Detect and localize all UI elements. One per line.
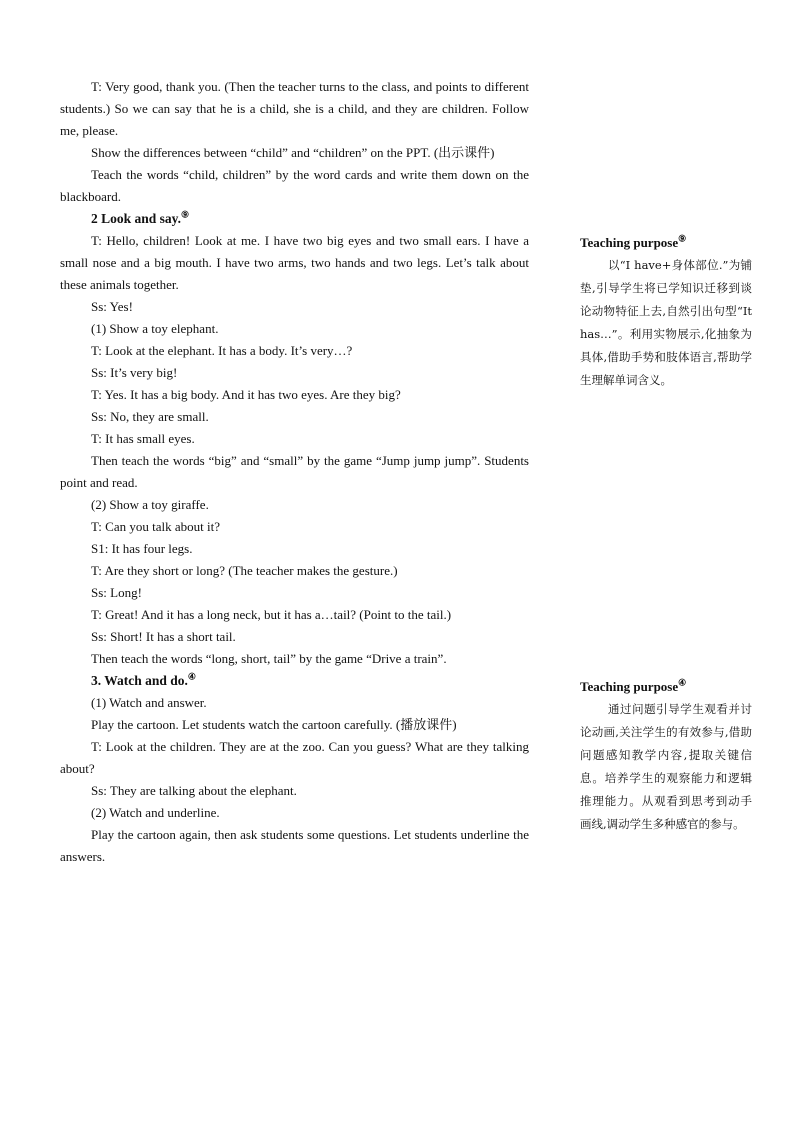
paragraph: Ss: It’s very big! bbox=[91, 365, 178, 380]
paragraph: T: Very good, thank you. (Then the teacher turns to the class, and points to different students.) So we can say that he is a child, she is a child, and they are children. Follow me, please. bbox=[60, 79, 529, 138]
teaching-purpose-note-4 bbox=[580, 676, 752, 836]
paragraph: T: Look at the children. They are at the zoo. Can you guess? What are they talking about? bbox=[60, 739, 529, 776]
paragraph: Ss: Yes! bbox=[91, 299, 133, 314]
paragraph: T: Are they short or long? (The teacher makes the gesture.) bbox=[91, 563, 398, 578]
paragraph: Show the differences between “child” and “children” on the PPT. (出示课件) bbox=[91, 145, 495, 160]
paragraph: Teach the words “child, children” by the word cards and write them down on the blackboard. bbox=[60, 167, 529, 204]
paragraph: Ss: Short! It has a short tail. bbox=[91, 629, 236, 644]
paragraph: (2) Show a toy giraffe. bbox=[91, 497, 209, 512]
paragraph: T: It has small eyes. bbox=[91, 431, 195, 446]
paragraph: Play the cartoon. Let students watch the cartoon carefully. (播放课件) bbox=[91, 717, 457, 732]
paragraph: Then teach the words “long, short, tail” by the game “Drive a train”. bbox=[91, 651, 447, 666]
paragraph: T: Yes. It has a big body. And it has two eyes. Are they big? bbox=[91, 387, 401, 402]
note-body: 通过问题引导学生观看并讨论动画,关注学生的有效参与,借助问题感知教学内容,提取关键信息。培养学生的观察能力和逻辑推理能力。从观看到思考到动手画线,调动学生多种感官的参与。 bbox=[580, 702, 752, 831]
heading-text: 2 Look and say. bbox=[91, 211, 182, 226]
paragraph: (1) Watch and answer. bbox=[91, 695, 207, 710]
paragraph: Play the cartoon again, then ask students some questions. Let students underline the answers. bbox=[60, 827, 529, 864]
paragraph: T: Can you talk about it? bbox=[91, 519, 220, 534]
teaching-purpose-note-9 bbox=[580, 232, 752, 392]
footnote-mark: ⑨ bbox=[181, 209, 190, 220]
footnote-mark: ④ bbox=[187, 671, 196, 682]
paragraph: S1: It has four legs. bbox=[91, 541, 193, 556]
note-title-text: Teaching purpose bbox=[580, 235, 679, 250]
footnote-mark: ⑨ bbox=[678, 233, 687, 244]
footnote-mark: ④ bbox=[678, 677, 687, 688]
paragraph: T: Great! And it has a long neck, but it has a…tail? (Point to the tail.) bbox=[91, 607, 452, 622]
heading-text: 3. Watch and do. bbox=[91, 673, 188, 688]
note-body: 以“I have+身体部位.”为铺垫,引导学生将已学知识迁移到谈论动物特征上去,自然引出句型“It has…”。利用实物展示,化抽象为具体,借助手势和肢体语言,帮助学生理解单词含义。 bbox=[580, 258, 752, 387]
paragraph: T: Hello, children! Look at me. I have two big eyes and two small ears. I have a small nose and a big mouth. I have two arms, two hands and two legs. Let’s talk about these animals together. bbox=[60, 233, 529, 292]
paragraph: (2) Watch and underline. bbox=[91, 805, 220, 820]
paragraph: Ss: Long! bbox=[91, 585, 142, 600]
note-title bbox=[580, 232, 752, 254]
section-heading-look-and-say bbox=[60, 208, 529, 230]
paragraph: T: Look at the elephant. It has a body. It’s very…? bbox=[91, 343, 353, 358]
paragraph: Ss: They are talking about the elephant. bbox=[91, 783, 297, 798]
section-heading-watch-and-do bbox=[60, 670, 529, 692]
paragraph: Then teach the words “big” and “small” by the game “Jump jump jump”. Students point and read. bbox=[60, 453, 529, 490]
note-title bbox=[580, 676, 752, 698]
paragraph: (1) Show a toy elephant. bbox=[91, 321, 219, 336]
lesson-plan-body bbox=[60, 76, 529, 868]
note-title-text: Teaching purpose bbox=[580, 679, 679, 694]
paragraph: Ss: No, they are small. bbox=[91, 409, 209, 424]
